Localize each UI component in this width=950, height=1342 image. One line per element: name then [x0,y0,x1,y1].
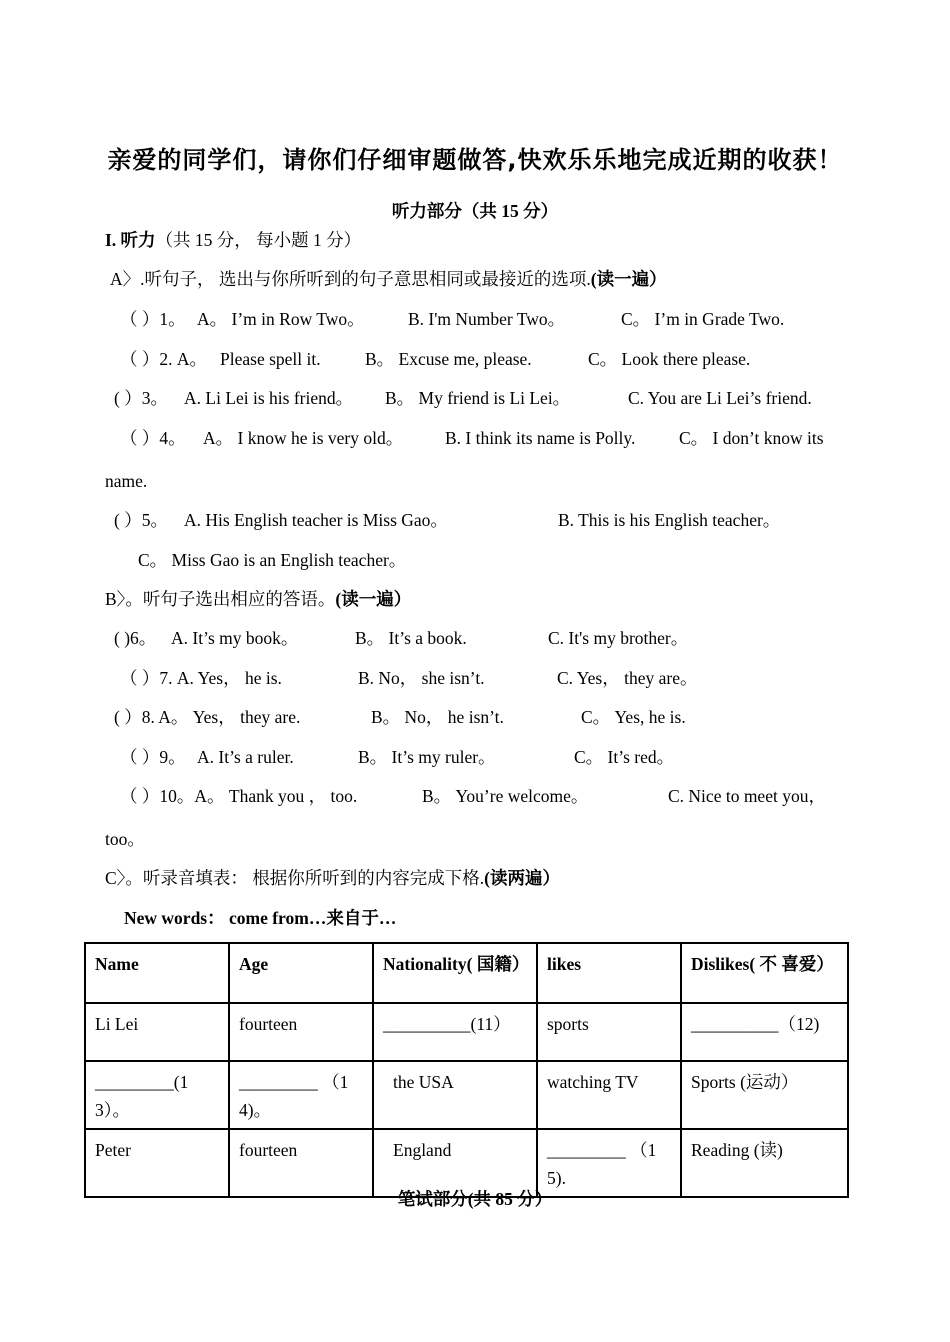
q4-option-c: C。 I don’t know its [679,428,824,448]
part-b-intro [105,588,411,610]
q3-option-a: A. Li Lei is his friend。 [184,388,354,408]
header-name: Name [85,943,229,1003]
part-a-intro [110,268,667,290]
listening-heading: 听力部分（共 15 分） [391,201,559,221]
q9-option-a: A. It’s a ruler. [197,747,294,767]
header-likes: likes [537,943,681,1003]
new-words-line: New words： come from…来自于… [124,908,397,928]
section-1-note: （共 15 分， 每小题 1 分） [155,230,362,250]
part-c-read-note: (读两遍） [484,868,560,888]
q3-number: ( ）3。 [114,388,168,408]
q4-option-b: B. I think its name is Polly. [445,428,636,448]
q5-option-c: C。 Miss Gao is an English teacher。 [138,550,407,570]
table-row [85,1003,848,1061]
q2-option-a: Please spell it. [220,349,321,369]
q4-number: （ ）4。 [120,428,186,448]
cell-likes: sports [537,1003,681,1061]
cell-likes-blank[interactable]: _________ （15). [537,1129,681,1197]
cell-nationality-blank[interactable]: __________(11） [373,1003,537,1061]
q7-option-b: B. No， she isn’t. [358,668,485,688]
q5-option-b: B. This is his English teacher。 [558,510,781,530]
q1-number: （ ）1。 [120,309,186,329]
q10-option-b: B。 You’re welcome。 [422,786,589,806]
q2-number: （ ）2. A。 [120,349,208,369]
q8-option-b: B。 No， he isn’t. [371,707,504,727]
cell-dislikes-blank[interactable]: __________（12) [681,1003,848,1061]
q6-option-a: A. It’s my book。 [171,628,299,648]
header-dislikes: Dislikes( 不 喜爱） [681,943,848,1003]
part-a-read-note: (读一遍） [590,269,667,289]
q9-option-b: B。 It’s my ruler。 [358,747,496,767]
header-nationality: Nationality( 国籍） [373,943,537,1003]
cell-nationality: the USA [373,1061,537,1129]
q1-option-a: A。 I’m in Row Two。 [197,309,365,329]
q4-option-a: A。 I know he is very old。 [203,428,404,448]
q3-option-c: C. You are Li Lei’s friend. [628,388,812,408]
cell-name-blank[interactable]: _________(13）。 [85,1061,229,1129]
q3-option-b: B。 My friend is Li Lei。 [385,388,571,408]
section-1-label: I. 听力 [105,230,156,250]
q6-option-b: B。 It’s a book. [355,628,467,648]
cell-age-blank[interactable]: _________ （14)。 [229,1061,373,1129]
q8-number-option-a: ( ）8. A。 Yes， they are. [114,707,301,727]
q2-option-b: B。 Excuse me, please. [365,349,532,369]
q1-option-c: C。 I’m in Grade Two. [621,309,785,329]
page-title: 亲爱的同学们，请你们仔细审题做答,快欢乐乐地完成近期的收获！ [107,146,843,174]
part-a-instruction: A〉.听句子， 选出与你所听到的句子意思相同或最接近的选项. [110,269,591,289]
section-1-heading [105,229,361,251]
table-row [85,1061,848,1129]
cell-likes: watching TV [537,1061,681,1129]
cell-age: fourteen [229,1129,373,1197]
header-age: Age [229,943,373,1003]
written-heading: 笔试部分(共 85 分） [397,1189,553,1209]
cell-dislikes: Sports (运动） [681,1061,848,1129]
q7-option-c: C. Yes， they are。 [557,668,698,688]
q10-number-option-a: （ ）10。A。 Thank you ， too. [120,786,358,806]
part-b-read-note: (读一遍） [335,589,412,609]
q6-option-c: C. It's my brother。 [548,628,689,648]
q2-option-c: C。 Look there please. [588,349,751,369]
q5-number: ( ）5。 [114,510,168,530]
listening-table [84,942,849,1198]
q8-option-c: C。 Yes, he is. [581,707,686,727]
q1-option-b: B. I'm Number Two。 [408,309,566,329]
q9-number: （ ）9。 [120,747,186,767]
q7-number-option-a: （ ）7. A. Yes， he is. [120,668,282,688]
q5-option-a: A. His English teacher is Miss Gao。 [184,510,448,530]
part-c-instruction: C〉。听录音填表： 根据你所听到的内容完成下格. [105,868,485,888]
q9-option-c: C。 It’s red。 [574,747,675,767]
cell-dislikes: Reading (读) [681,1129,848,1197]
part-c-intro [105,867,560,889]
table-row [85,1129,848,1197]
table-header-row [85,943,848,1003]
cell-name: Peter [85,1129,229,1197]
q4-option-c-continued: name. [105,471,148,491]
q6-number: ( )6。 [114,628,157,648]
q10-option-c: C. Nice to meet you， [668,786,826,806]
q10-option-c-continued: too。 [105,829,145,849]
part-b-instruction: B〉。听句子选出相应的答语。 [105,589,336,609]
cell-nationality: England [373,1129,537,1197]
cell-name: Li Lei [85,1003,229,1061]
cell-age: fourteen [229,1003,373,1061]
